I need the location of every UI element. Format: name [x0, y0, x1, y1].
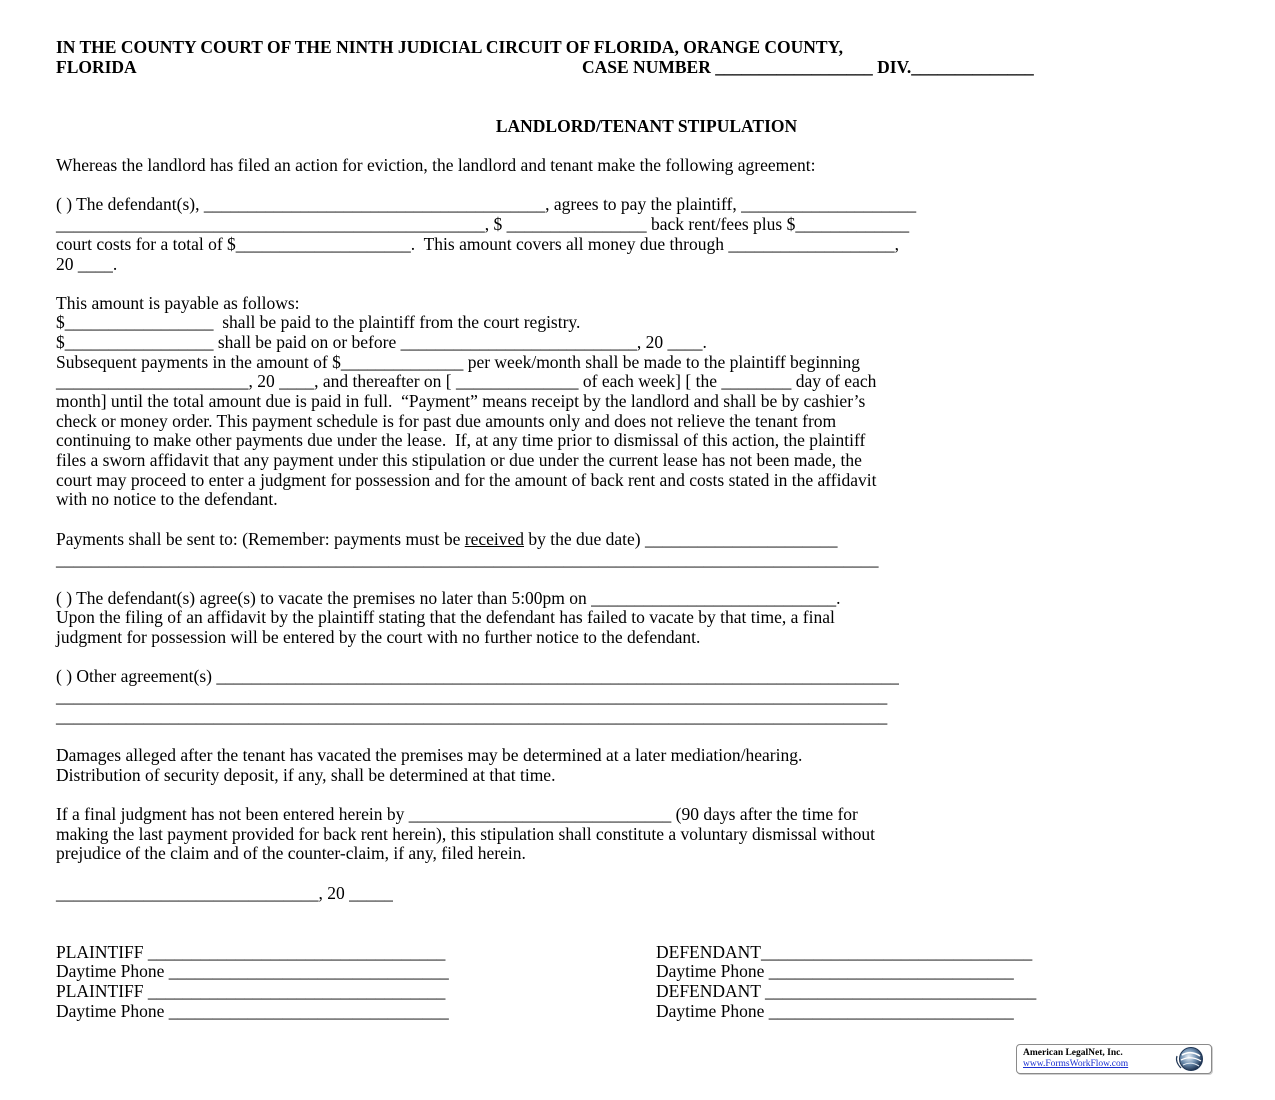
defendant-signature-line: DEFENDANT_______________________________ — [656, 942, 1033, 962]
payable-line: files a sworn affidavit that any payment under this stipulation or due under the current lease has not been made, the — [56, 450, 862, 470]
payments-sent-prefix: Payments shall be sent to: (Remember: payments must be — [56, 529, 465, 549]
plaintiff-phone-line: Daytime Phone ________________________________ — [56, 961, 449, 981]
defendant-phone-line: Daytime Phone ____________________________ — [656, 1001, 1014, 1021]
damages-line: Distribution of security deposit, if any, shall be determined at that time. — [56, 765, 556, 785]
payable-line: court may proceed to enter a judgment for possession and for the amount of back rent and costs stated in the affidavit — [56, 470, 877, 490]
payment-agreement-line: 20 ____. — [56, 254, 118, 274]
plaintiff-signature-line: PLAINTIFF __________________________________ — [56, 942, 446, 962]
payable-line: Subsequent payments in the amount of $______________ per week/month shall be made to the plaintiff beginning — [56, 352, 861, 372]
vacate-line: judgment for possession will be entered by the court with no further notice to the defendant. — [56, 627, 701, 647]
american-legalnet-logo[interactable] — [1016, 1044, 1212, 1074]
court-heading-line-2: FLORIDA — [56, 57, 137, 77]
logo-company-name: American LegalNet, Inc. — [1023, 1048, 1123, 1058]
judgment-line: prejudice of the claim and of the counter-claim, if any, filed herein. — [56, 843, 526, 863]
logo-website-link[interactable]: www.FormsWorkFlow.com — [1023, 1059, 1129, 1069]
payable-line: continuing to make other payments due under the lease. If, at any time prior to dismissal of this action, the plaintiff — [56, 430, 866, 450]
signing-date-line: ______________________________, 20 _____ — [56, 883, 393, 903]
other-agreement-blank-line: _______________________________________________________________________________________________ — [56, 686, 888, 706]
other-agreement-line: ( ) Other agreement(s) ______________________________________________________________________________ — [56, 666, 899, 686]
defendant-signature-line: DEFENDANT _______________________________ — [656, 981, 1037, 1001]
vacate-line: Upon the filing of an affidavit by the plaintiff stating that the defendant has failed to vacate by that time, a final — [56, 607, 835, 627]
intro-text: Whereas the landlord has filed an action for eviction, the landlord and tenant make the following agreement: — [56, 155, 816, 175]
court-heading-line-1: IN THE COUNTY COURT OF THE NINTH JUDICIAL CIRCUIT OF FLORIDA, ORANGE COUNTY, — [56, 37, 844, 57]
payable-line: $_________________ shall be paid on or before ___________________________, 20 ____. — [56, 332, 707, 352]
payable-line: $_________________ shall be paid to the plaintiff from the court registry. — [56, 312, 581, 332]
vacate-line: ( ) The defendant(s) agree(s) to vacate the premises no later than 5:00pm on ____________________________. — [56, 588, 841, 608]
payable-line: This amount is payable as follows: — [56, 293, 300, 313]
payable-line: month] until the total amount due is paid in full. “Payment” means receipt by the landlord and shall be by cashier’s — [56, 391, 866, 411]
payments-received-emphasis: received — [464, 529, 525, 549]
damages-line: Damages alleged after the tenant has vacated the premises may be determined at a later mediation/hearing. — [56, 745, 803, 765]
payment-agreement-line: ( ) The defendant(s), _______________________________________, agrees to pay the plaintiff, ____________________ — [56, 194, 917, 214]
payments-sent-line — [56, 529, 838, 549]
payment-agreement-line: court costs for a total of $____________________. This amount covers all money due through ___________________, — [56, 234, 899, 254]
payable-line: ______________________, 20 ____, and thereafter on [ ______________ of each week] [ the ________ day of each — [56, 371, 877, 391]
payable-line: with no notice to the defendant. — [56, 489, 278, 509]
plaintiff-phone-line: Daytime Phone ________________________________ — [56, 1001, 449, 1021]
payments-sent-suffix: by the due date) ______________________ — [524, 529, 838, 549]
payments-sent-blank-line: ______________________________________________________________________________________________ — [56, 549, 879, 569]
globe-icon — [1173, 1046, 1209, 1072]
plaintiff-signature-line: PLAINTIFF __________________________________ — [56, 981, 446, 1001]
judgment-line: If a final judgment has not been entered herein by ______________________________ (90 days after the time for — [56, 804, 858, 824]
payable-line: check or money order. This payment schedule is for past due amounts only and does not relieve the tenant from — [56, 411, 837, 431]
payment-agreement-line: _________________________________________________, $ ________________ back rent/fees plus $_____________ — [56, 214, 910, 234]
other-agreement-blank-line: _______________________________________________________________________________________________ — [56, 706, 888, 726]
document-title: LANDLORD/TENANT STIPULATION — [495, 116, 798, 136]
judgment-line: making the last payment provided for back rent herein), this stipulation shall constitute a voluntary dismissal without — [56, 824, 875, 844]
case-number-field: CASE NUMBER __________________ DIV.______________ — [582, 57, 1034, 77]
defendant-phone-line: Daytime Phone ____________________________ — [656, 961, 1014, 981]
